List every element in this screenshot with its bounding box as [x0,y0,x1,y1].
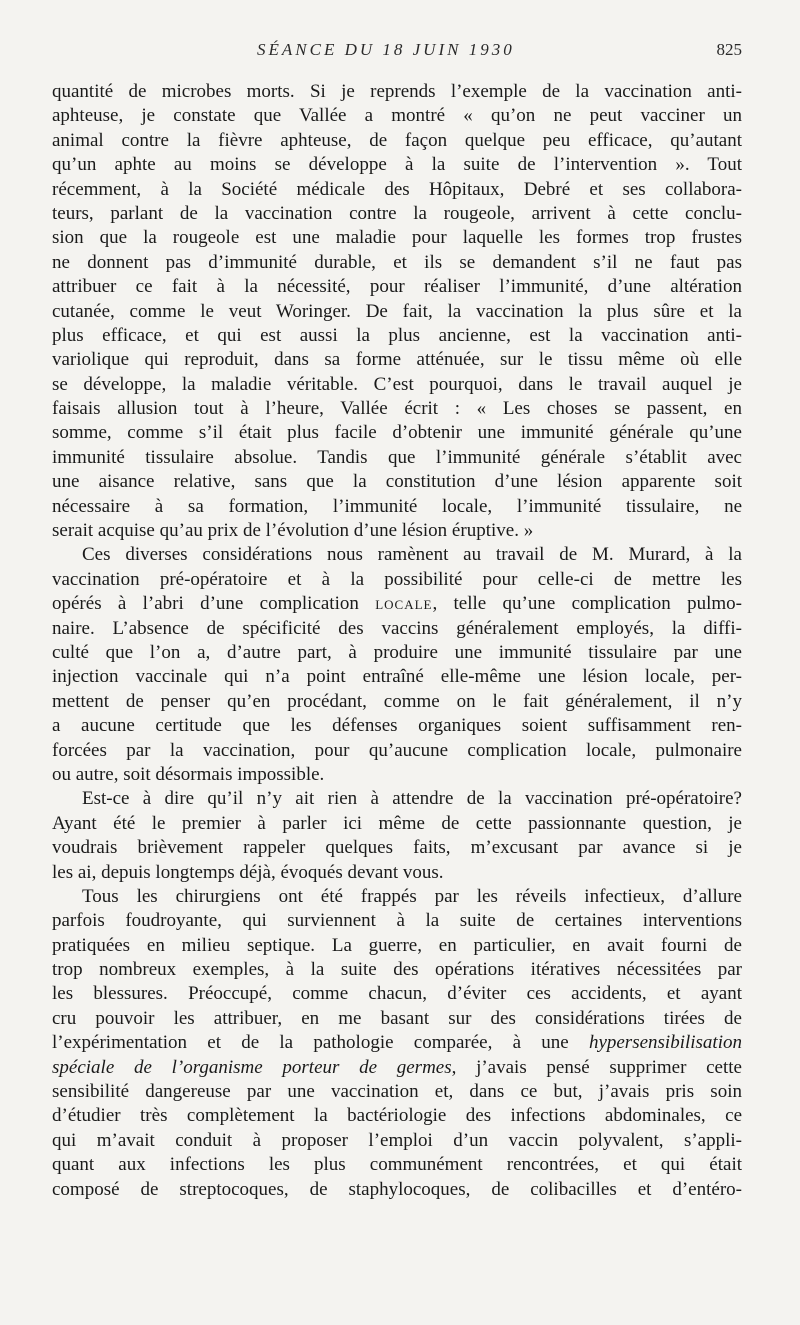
text-line: sensibilité dangereuse par une vaccination et, dans ce but, j’avais pris soin [52,1081,742,1103]
page-header [52,40,742,68]
text-line: Tous les chirurgiens ont été frappés par les réveils infectieux, d’allure [82,885,742,907]
text-line: variolique qui reproduit, dans sa forme atténuée, sur le tissu même où elle [52,349,742,371]
text-line: pratiquées en milieu septique. La guerre, en particulier, en avait fourni de [52,934,742,956]
text-line: ou autre, soit désormais impossible. [52,763,325,785]
body-text [52,80,742,1202]
text-line: spéciale de l’organisme porteur de germes, j’avais pensé supprimer cette [52,1056,742,1078]
text-line: ne donnent pas d’immunité durable, et ils se demandent s’il ne faut pas [52,251,742,273]
text-line: mettent de penser qu’en procédant, comme on le fait généralement, il n’y [52,690,742,712]
text-line: attribuer ce fait à la nécessité, pour réaliser l’immunité, d’une altération [52,276,742,298]
text-line: opérés à l’abri d’une complication locale, telle qu’une complication pulmo- [52,593,743,615]
text-line: a aucune certitude que les défenses organiques soient suffisamment ren- [52,715,742,737]
text-line: trop nombreux exemples, à la suite des opérations itératives nécessitées par [52,959,742,981]
text-line: qui m’avait conduit à proposer l’emploi d’un vaccin polyvalent, s’appli- [52,1129,742,1151]
text-line: cutanée, comme le veut Woringer. De fait, la vaccination la plus sûre et la [52,300,742,322]
text-line: aphteuse, je constate que Vallée a montré « qu’on ne peut vacciner un [52,105,742,127]
text-line: composé de streptocoques, de staphylocoques, de colibacilles et d’entéro- [52,1178,742,1200]
text-line: animal contre la fièvre aphteuse, de façon quelque peu efficace, qu’autant [52,129,742,151]
text-line: l’expérimentation et de la pathologie comparée, à une hypersensibilisation [52,1032,742,1054]
text-line: injection vaccinale qui n’a point entraîné elle-même une lésion locale, per- [52,666,742,688]
text-line: serait acquise qu’au prix de l’évolution d’une lésion éruptive. » [52,520,534,542]
text-line: une aisance relative, sans que la constitution d’une lésion apparente soit [52,471,742,493]
text-line: voudrais brièvement rappeler quelques faits, m’excusant par avance si je [52,837,742,859]
italic-phrase: hypersensibilisation [588,1032,742,1054]
text-line: nécessaire à sa formation, l’immunité locale, l’immunité tissulaire, ne [52,495,742,517]
running-title: SÉANCE DU 18 JUIN 1930 [257,40,515,59]
text-line: faisais allusion tout à l’heure, Vallée écrit : « Les choses se passent, en [52,398,742,420]
text-line: teurs, parlant de la vaccination contre la rougeole, arrivent à cette conclu- [52,202,742,224]
text-line: culté que l’on a, d’autre part, à produire une immunité tissulaire par une [52,641,742,663]
text-line: les ai, depuis longtemps déjà, évoqués devant vous. [52,861,444,883]
text-line: qu’un aphte au moins se développe à la suite de l’intervention ». Tout [52,154,742,176]
text-line: naire. L’absence de spécificité des vaccins généralement employés, la diffi- [52,617,742,639]
page-number: 825 [716,40,742,59]
text-line: quantité de microbes morts. Si je reprends l’exemple de la vaccination anti- [52,81,742,102]
text-line: Ces diverses considérations nous ramènent au travail de M. Murard, à la [82,544,742,566]
text-line: forcées par la vaccination, pour qu’aucune complication locale, pulmonaire [52,739,742,761]
italic-phrase: spéciale de l’organisme porteur de germes [52,1056,452,1078]
text-line: parfois foudroyante, qui surviennent à la suite de certaines interventions [52,910,742,932]
text-line: les blessures. Préoccupé, comme chacun, d’éviter ces accidents, et ayant [52,983,742,1005]
text-line: se développe, la maladie véritable. C’est pourquoi, dans le travail auquel je [52,373,742,395]
text-line: sion que la rougeole est une maladie pour laquelle les formes trop frustes [52,227,742,249]
text-line: vaccination pré-opératoire et à la possibilité pour celle-ci de mettre les [52,568,742,590]
text-line: Ayant été le premier à parler ici même de cette passionnante question, je [52,812,742,834]
text-line: quant aux infections les plus communément rencontrées, et qui était [52,1154,742,1176]
small-caps-word: locale [375,593,433,615]
text-line: Est-ce à dire qu’il n’y ait rien à attendre de la vaccination pré-opératoire? [82,788,742,810]
text-line: immunité tissulaire absolue. Tandis que l’immunité générale s’établit avec [52,446,742,468]
text-line: plus efficace, et qui est aussi la plus ancienne, est la vaccination anti- [52,324,742,346]
text-line: récemment, à la Société médicale des Hôpitaux, Debré et ses collabora- [52,178,742,200]
text-line: cru pouvoir les attribuer, en me basant sur des considérations tirées de [52,1007,742,1029]
text-line: d’étudier très complètement la bactériologie des infections abdominales, ce [52,1105,742,1127]
text-line: somme, comme s’il était plus facile d’obtenir une immunité générale qu’une [52,422,742,444]
